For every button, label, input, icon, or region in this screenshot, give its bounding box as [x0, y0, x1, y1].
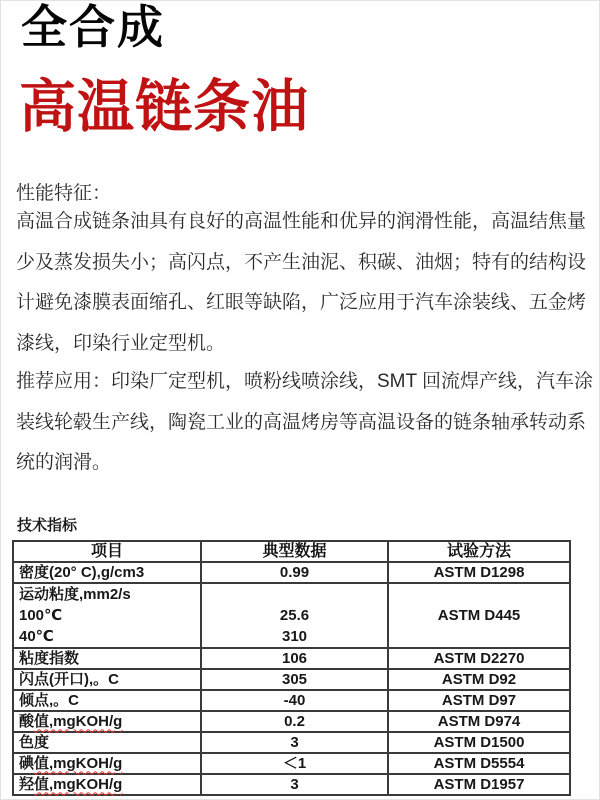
table-row [13, 669, 570, 690]
table-row [13, 711, 570, 732]
spec-item-cell [13, 583, 201, 648]
spec-item-cell: 色度 [13, 732, 201, 753]
spellcheck-underlined-text: 值,mgKOH/g [34, 712, 123, 730]
spec-value-cell: 3 [201, 774, 388, 795]
table-row [13, 690, 570, 711]
spec-method-cell: ASTM D1298 [388, 562, 570, 583]
spec-table-header-row [13, 541, 570, 562]
product-name-title: 高温链条油 [19, 75, 309, 139]
paragraph-line: 装线轮毂生产线，陶瓷工业的高温烤房等高温设备的链条轴承转动系 [16, 411, 587, 433]
spec-item-cell [13, 774, 201, 795]
cell-line: 25.6 [279, 607, 310, 624]
spec-column-header: 项目 [13, 541, 201, 562]
spellcheck-underlined-text: 值,mgKOH/g [34, 754, 123, 772]
performance-paragraph [16, 202, 600, 364]
paragraph-line: 统的润滑。 [16, 452, 112, 473]
spec-item-cell: 密度(20° C),g/cm3 [13, 562, 201, 583]
spec-item-cell: 粘度指数 [13, 648, 201, 669]
spec-value-cell: ＜1 [201, 753, 388, 774]
spec-table-caption: 技术指标 [17, 517, 78, 534]
spec-item-cell [13, 711, 201, 732]
table-row [13, 774, 570, 795]
spec-column-header: 试验方法 [388, 541, 570, 562]
paragraph-line: 漆线，印染行业定型机。 [16, 332, 226, 354]
table-row [13, 562, 570, 583]
cell-line: 40℃ [19, 628, 54, 645]
spec-item-text: 羟 [19, 775, 35, 793]
spec-value-cell: 106 [201, 648, 388, 669]
spec-method-cell: ASTM D5554 [388, 753, 570, 774]
product-line-title: 全合成 [21, 1, 165, 53]
spec-column-header: 典型数据 [201, 541, 388, 562]
performance-heading: 性能特征： [16, 183, 112, 204]
table-row [13, 753, 570, 774]
spec-item-cell: 倾点,。C [13, 690, 201, 711]
spec-method-cell: ASTM D97 [388, 690, 570, 711]
spec-item-cell: 闪点(开口),。C [13, 669, 201, 690]
paragraph-line: 计避免漆膜表面缩孔、红眼等缺陷，广泛应用于汽车涂装线、五金烤 [16, 292, 587, 313]
table-row [13, 732, 570, 753]
spec-method-cell: ASTM D974 [388, 711, 570, 732]
spec-value-cell: 305 [201, 669, 388, 690]
spec-value-cell: 0.2 [201, 711, 388, 732]
spec-method-cell: ASTM D2270 [388, 648, 570, 669]
cell-line: 100℃ [19, 607, 63, 624]
spec-item-text: 酸 [19, 712, 35, 730]
spec-value-cell: 0.99 [201, 562, 388, 583]
spec-value-cell [201, 583, 388, 648]
spec-method-cell: ASTM D92 [388, 669, 570, 690]
spec-method-cell: ASTM D1957 [388, 774, 570, 795]
cell-line [207, 584, 382, 605]
spec-value-cell: -40 [201, 690, 388, 711]
applications-paragraph [16, 362, 600, 484]
paragraph-line: 高温合成链条油具有良好的高温性能和优异的润滑性能，高温结焦量 [16, 211, 587, 232]
spec-method-cell: ASTM D445 [388, 583, 570, 648]
spec-value-cell: 3 [201, 732, 388, 753]
table-row [13, 583, 570, 648]
paragraph-line: 推荐应用：印染厂定型机，喷粉线喷涂线，SMT 回流焊产线，汽车涂 [16, 371, 594, 392]
paragraph-line: 少及蒸发损失小；高闪点，不产生油泥、积碳、油烟；特有的结构设 [16, 251, 587, 273]
spec-method-cell: ASTM D1500 [388, 732, 570, 753]
table-row [13, 648, 570, 669]
cell-line: 310 [281, 628, 308, 645]
spec-item-text: 碘 [19, 754, 35, 772]
spec-table [12, 540, 571, 796]
cell-line: 运动粘度,mm2/s [19, 586, 131, 603]
spec-item-cell [13, 753, 201, 774]
spellcheck-underlined-text: 值,mgKOH/g [34, 775, 123, 793]
